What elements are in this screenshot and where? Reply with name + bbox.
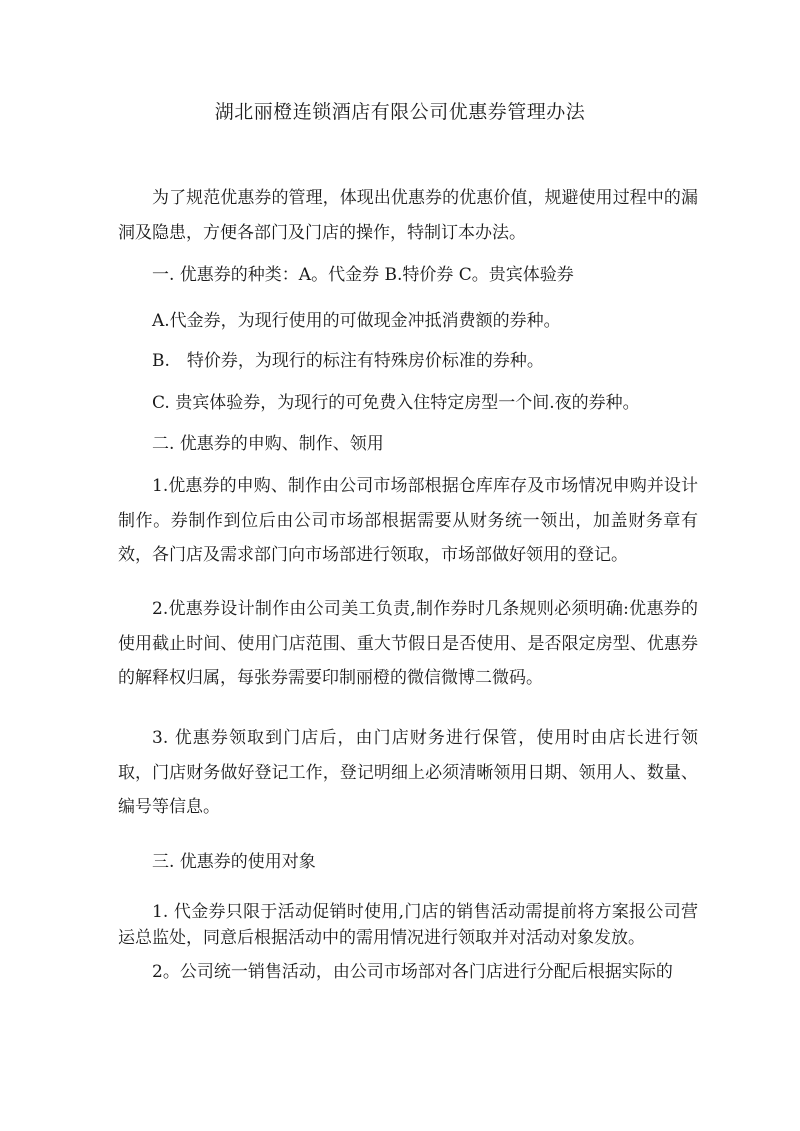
paragraph-purchase-1: 1.优惠券的申购、制作由公司市场部根据仓库库存及市场情况申购并设计制作。券制作到位后由公司市场部根据需要从财务统一领出，加盖财务章有效，各门店及需求部门向市场部进行领取，市场部做好领用的登记。 (118, 476, 698, 565)
paragraph-coupon-type-a: A.代金券，为现行使用的可做现金冲抵消费额的券种。 (152, 311, 561, 331)
paragraph-usage-1: 1. 代金券只限于活动促销时使用,门店的销售活动需提前将方案报公司营运总监处，同意后根据活动中的需用情况进行领取并对活动对象发放。 (118, 902, 698, 948)
paragraph-intro: 为了规范优惠券的管理，体现出优惠券的优惠价值，规避使用过程中的漏洞及隐患，方便各部门及门店的操作，特制订本办法。 (118, 188, 698, 243)
section-heading-usage: 三. 优惠券的使用对象 (152, 852, 316, 872)
section-heading-coupon-types: 一. 优惠券的种类：A。代金券 B.特价券 C。贵宾体验券 (152, 265, 574, 285)
document-title: 湖北丽橙连锁酒店有限公司优惠券管理办法 (214, 101, 586, 123)
paragraph-coupon-type-c: C. 贵宾体验券，为现行的可免费入住特定房型一个间.夜的券种。 (152, 393, 640, 413)
paragraph-usage-2: 2。公司统一销售活动，由公司市场部对各门店进行分配后根据实际的 (152, 962, 673, 982)
section-heading-purchase: 二. 优惠券的申购、制作、领用 (152, 434, 384, 454)
paragraph-coupon-type-b: B. 特价券，为现行的标注有特殊房价标准的券种。 (152, 351, 544, 371)
paragraph-purchase-2: 2.优惠券设计制作由公司美工负责,制作券时几条规则必须明确:优惠券的使用截止时间、使用门店范围、重大节假日是否使用、是否限定房型、优惠券的解释权归属，每张券需要印制丽橙的微信微博二微码。 (118, 599, 698, 688)
paragraph-purchase-3: 3. 优惠券领取到门店后，由门店财务进行保管，使用时由店长进行领取，门店财务做好登记工作，登记明细上必须清晰领用日期、领用人、数量、编号等信息。 (118, 728, 698, 817)
